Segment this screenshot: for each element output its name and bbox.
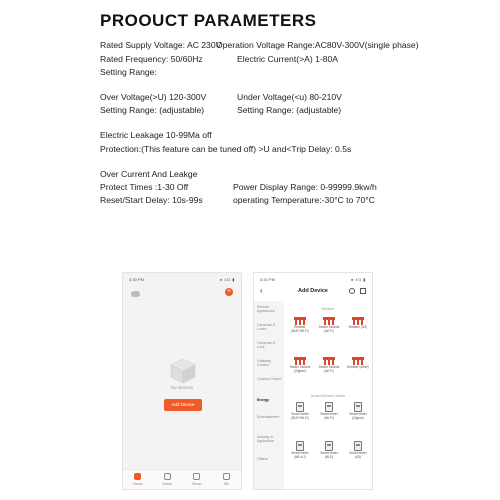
header xyxy=(254,285,372,299)
scan-icon[interactable] xyxy=(360,288,366,294)
device-label: Smart meter (Zigbee) xyxy=(349,412,367,420)
nav-smart[interactable] xyxy=(187,473,207,489)
profile-icon xyxy=(223,473,230,480)
meter-icon xyxy=(296,402,304,412)
device-tile[interactable] xyxy=(317,441,341,460)
back-arrow-icon[interactable]: ‹ xyxy=(260,286,263,295)
meter-icon xyxy=(325,441,333,451)
spec-electric-leakage: Electric Leakage 10-99Ma off xyxy=(100,130,212,140)
breaker-icon xyxy=(294,357,306,365)
phone-screenshot-add-device xyxy=(253,272,373,490)
device-tile[interactable] xyxy=(288,317,312,334)
device-tile[interactable] xyxy=(288,357,312,374)
add-plus-button[interactable]: + xyxy=(226,288,232,295)
breaker-icon xyxy=(352,357,364,365)
device-label: Switch Module (Wi-Fi) xyxy=(318,325,340,333)
status-time: 3:30 PM xyxy=(129,277,144,282)
spec-rated-supply-voltage: Rated Supply Voltage: AC 230V xyxy=(100,40,222,50)
spec-under-voltage: Under Voltage(<u) 80-210V xyxy=(237,92,342,102)
category-item[interactable]: Outdoor Travel xyxy=(257,377,281,381)
category-item[interactable]: Cameras & Locks xyxy=(257,323,275,332)
nav-scene-label: Scene xyxy=(162,482,173,486)
section-meter-label: Smart Electric Meter xyxy=(310,394,346,398)
spec-operating-temperature: operating Temperature:-30°C to 70°C xyxy=(233,195,375,205)
breaker-icon xyxy=(294,317,306,325)
page-title: PROOUCT PARAMETERS xyxy=(100,11,317,30)
device-tile[interactable] xyxy=(317,317,341,334)
device-label: Smart meter (NB-IoT) xyxy=(291,451,309,459)
category-sidebar xyxy=(254,301,284,489)
device-label: Smart meter (4G) xyxy=(349,451,367,459)
home-icon xyxy=(134,473,141,480)
meter-icon xyxy=(296,441,304,451)
status-icons: ● 4G ▮ xyxy=(350,277,366,282)
spec-rated-frequency: Rated Frequency: 50/60Hz xyxy=(100,54,203,64)
category-item[interactable]: Gateway Control xyxy=(257,359,272,368)
section-breaker-label: Breaker xyxy=(321,307,335,311)
spec-reset-start-delay: Reset/Start Delay: 10s-99s xyxy=(100,195,203,205)
meter-icon xyxy=(354,441,362,451)
add-device-title: Add Device xyxy=(298,288,328,294)
spec-protect-times: Protect Times :1-30 Off xyxy=(100,182,189,192)
spec-over-current-leakage: Over Current And Leakge xyxy=(100,169,198,179)
device-tile[interactable] xyxy=(317,402,341,421)
device-label: Switch Module (Wi-Fi) xyxy=(318,365,340,373)
home-selector-icon[interactable] xyxy=(131,291,140,297)
status-bar xyxy=(123,273,241,285)
category-item[interactable]: Entertainment xyxy=(257,415,280,419)
spec-under-voltage-setting: Setting Range: (adjustable) xyxy=(237,105,342,115)
phone-screenshot-home xyxy=(122,272,242,490)
device-tile[interactable] xyxy=(288,441,312,460)
device-tile[interactable] xyxy=(346,357,370,370)
search-icon[interactable] xyxy=(349,288,355,294)
breaker-icon xyxy=(352,317,364,325)
breaker-icon xyxy=(323,357,335,365)
device-label: Breaker (other) xyxy=(347,365,369,369)
meter-icon xyxy=(354,402,362,412)
status-icons: ● 4G ▮ xyxy=(219,277,235,282)
category-item[interactable]: Cameras & Lock xyxy=(257,341,275,350)
device-tile[interactable] xyxy=(317,357,341,374)
device-label: Smart meter (BLE) xyxy=(320,451,338,459)
spec-protection: Protection:(This feature can be tuned off) >U and<Trip Delay: 0.5s xyxy=(100,144,352,154)
spec-over-voltage: Over Voltage(>U) 120-300V xyxy=(100,92,207,102)
spec-operation-voltage-range: Operation Voltage Range:AC80V-300V(single phase) xyxy=(216,40,419,50)
status-bar xyxy=(254,273,372,285)
nav-me-label: Me xyxy=(223,482,229,486)
nav-home[interactable] xyxy=(128,473,148,489)
nav-me[interactable] xyxy=(216,473,236,489)
nav-smart-label: Smart xyxy=(192,482,202,486)
empty-box-icon xyxy=(165,353,201,385)
add-device-button[interactable]: Add Device xyxy=(164,399,202,411)
breaker-icon xyxy=(323,317,335,325)
nav-home-label: Home xyxy=(133,482,143,486)
device-label: Breaker (4G) xyxy=(348,325,368,329)
scene-icon xyxy=(164,473,171,480)
nav-scene[interactable] xyxy=(157,473,177,489)
category-item[interactable]: Others xyxy=(257,457,268,461)
device-label: Switch Module (Zigbee) xyxy=(289,365,311,373)
device-tile[interactable] xyxy=(346,317,370,330)
spec-over-voltage-setting: Setting Range: (adjustable) xyxy=(100,105,205,115)
category-item-energy[interactable]: Energy xyxy=(257,398,270,402)
device-grid xyxy=(284,301,372,489)
spec-electric-current: Electric Current(>A) 1-80A xyxy=(237,54,339,64)
spec-setting-range: Setting Range: xyxy=(100,67,157,77)
category-item[interactable]: Industry & Agriculture xyxy=(257,435,275,444)
no-devices-text: No devices xyxy=(170,385,194,390)
device-label: Smart meter (BLE+Wi-Fi) xyxy=(291,412,309,420)
category-item[interactable]: Kitchen Appliances xyxy=(257,305,275,314)
device-tile[interactable] xyxy=(346,402,370,421)
device-label: Smart meter (Wi-Fi) xyxy=(320,412,338,420)
status-time: 3:46 PM xyxy=(260,277,275,282)
smart-icon xyxy=(193,473,200,480)
device-tile[interactable] xyxy=(288,402,312,421)
device-tile[interactable] xyxy=(346,441,370,460)
device-label: Breaker (BLE+Wi-Fi) xyxy=(291,325,309,333)
meter-icon xyxy=(325,402,333,412)
bottom-nav xyxy=(123,469,241,489)
spec-power-display-range: Power Display Range: 0-99999.9kw/h xyxy=(233,182,377,192)
